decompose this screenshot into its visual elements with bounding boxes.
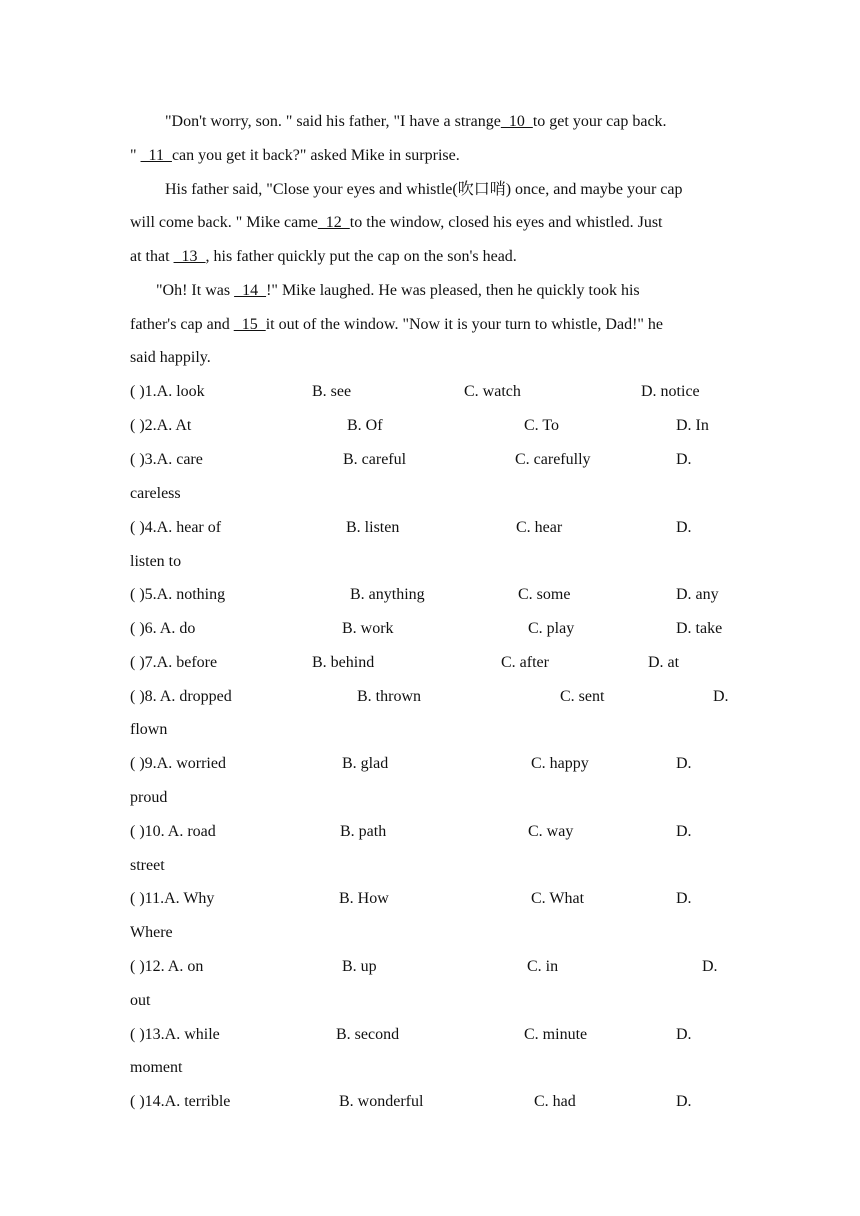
option-c: C. watch (464, 383, 521, 400)
option-c: C. after (501, 654, 549, 671)
passage-text: , his father quickly put the cap on the son's head. (205, 248, 517, 265)
option-b: B. second (336, 1026, 400, 1043)
option-d-wrap: moment (130, 1059, 183, 1076)
question-stem: ( )5.A. nothing (130, 586, 226, 603)
option-c: C. minute (524, 1026, 588, 1043)
option-d-wrap: out (130, 992, 151, 1009)
question-stem: ( )8. A. dropped (130, 688, 232, 705)
passage-text: His father said, "Close your eyes and whistle(吹口哨) once, and maybe your cap (165, 181, 683, 198)
option-d: D. (702, 958, 718, 975)
option-c: C. in (527, 958, 559, 975)
option-d: D. notice (641, 383, 700, 400)
option-c: C. What (531, 890, 585, 907)
option-d: D. (676, 1093, 692, 1110)
passage-text: !" Mike laughed. He was pleased, then he quickly took his (266, 282, 640, 299)
option-d-wrap: proud (130, 789, 168, 806)
question-stem: ( )14.A. terrible (130, 1093, 231, 1110)
option-b: B. work (342, 620, 394, 637)
blank-12: 12 (317, 214, 350, 231)
option-d-wrap: street (130, 857, 165, 874)
option-c: C. carefully (515, 451, 591, 468)
passage-text: "Don't worry, son. " said his father, "I have a strange (165, 113, 501, 130)
option-c: C. happy (531, 755, 589, 772)
option-b: B. thrown (357, 688, 421, 705)
option-d: D. any (676, 586, 719, 603)
question-stem: ( )2.A. At (130, 417, 192, 434)
passage-line (165, 112, 667, 132)
passage-line (130, 146, 460, 166)
option-b: B. glad (342, 755, 389, 772)
option-b: B. up (342, 958, 377, 975)
passage-text: can you get it back?" asked Mike in surprise. (171, 147, 460, 164)
question-stem: ( )12. A. on (130, 958, 204, 975)
passage-text: at that (130, 248, 170, 265)
passage-line (165, 180, 683, 200)
question-stem: ( )7.A. before (130, 654, 218, 671)
option-d-wrap: listen to (130, 553, 182, 570)
question-stem: ( )4.A. hear of (130, 519, 222, 536)
option-d: D. at (648, 654, 680, 671)
passage-text: to get your cap back. (532, 113, 667, 130)
option-d-wrap: Where (130, 924, 173, 941)
option-d: D. (676, 823, 692, 840)
option-c: C. had (534, 1093, 576, 1110)
blank-13: 13 (173, 248, 206, 265)
passage-text: father's cap and (130, 316, 230, 333)
option-b: B. path (340, 823, 387, 840)
option-b: B. wonderful (339, 1093, 424, 1110)
passage-line (130, 213, 663, 233)
passage-text: will come back. " Mike came (130, 214, 318, 231)
option-d: D. In (676, 417, 709, 434)
question-stem: ( )9.A. worried (130, 755, 226, 772)
option-b: B. How (339, 890, 389, 907)
passage-text: it out of the window. "Now it is your turn to whistle, Dad!" he (265, 316, 664, 333)
passage-text: " (130, 147, 137, 164)
blank-11: 11 (140, 147, 172, 164)
option-d-wrap: flown (130, 721, 168, 738)
option-d: D. (676, 519, 692, 536)
option-c: C. hear (516, 519, 563, 536)
question-stem: ( )3.A. care (130, 451, 203, 468)
question-stem: ( )10. A. road (130, 823, 216, 840)
option-c: C. some (518, 586, 571, 603)
option-b: B. see (312, 383, 352, 400)
option-b: B. listen (346, 519, 400, 536)
option-c: C. way (528, 823, 574, 840)
option-d: D. (676, 1026, 692, 1043)
option-c: C. play (528, 620, 575, 637)
question-stem: ( )6. A. do (130, 620, 196, 637)
option-c: C. To (524, 417, 560, 434)
passage-line (130, 247, 517, 267)
passage-line (156, 281, 640, 301)
option-b: B. Of (347, 417, 383, 434)
option-b: B. behind (312, 654, 375, 671)
option-d: D. (713, 688, 729, 705)
option-d-wrap: careless (130, 485, 181, 502)
option-d: D. (676, 890, 692, 907)
option-b: B. anything (350, 586, 425, 603)
passage-text: said happily. (130, 349, 211, 366)
option-b: B. careful (343, 451, 407, 468)
passage-text: "Oh! It was (156, 282, 231, 299)
option-d: D. (676, 451, 692, 468)
question-stem: ( )11.A. Why (130, 890, 215, 907)
passage-line (130, 315, 663, 335)
passage-text: to the window, closed his eyes and whistled. Just (349, 214, 663, 231)
option-c: C. sent (560, 688, 605, 705)
blank-14: 14 (234, 282, 267, 299)
option-d: D. take (676, 620, 723, 637)
question-stem: ( )1.A. look (130, 383, 205, 400)
blank-10: 10 (500, 113, 533, 130)
passage-line (130, 348, 211, 368)
option-d: D. (676, 755, 692, 772)
blank-15: 15 (233, 316, 266, 333)
question-stem: ( )13.A. while (130, 1026, 220, 1043)
